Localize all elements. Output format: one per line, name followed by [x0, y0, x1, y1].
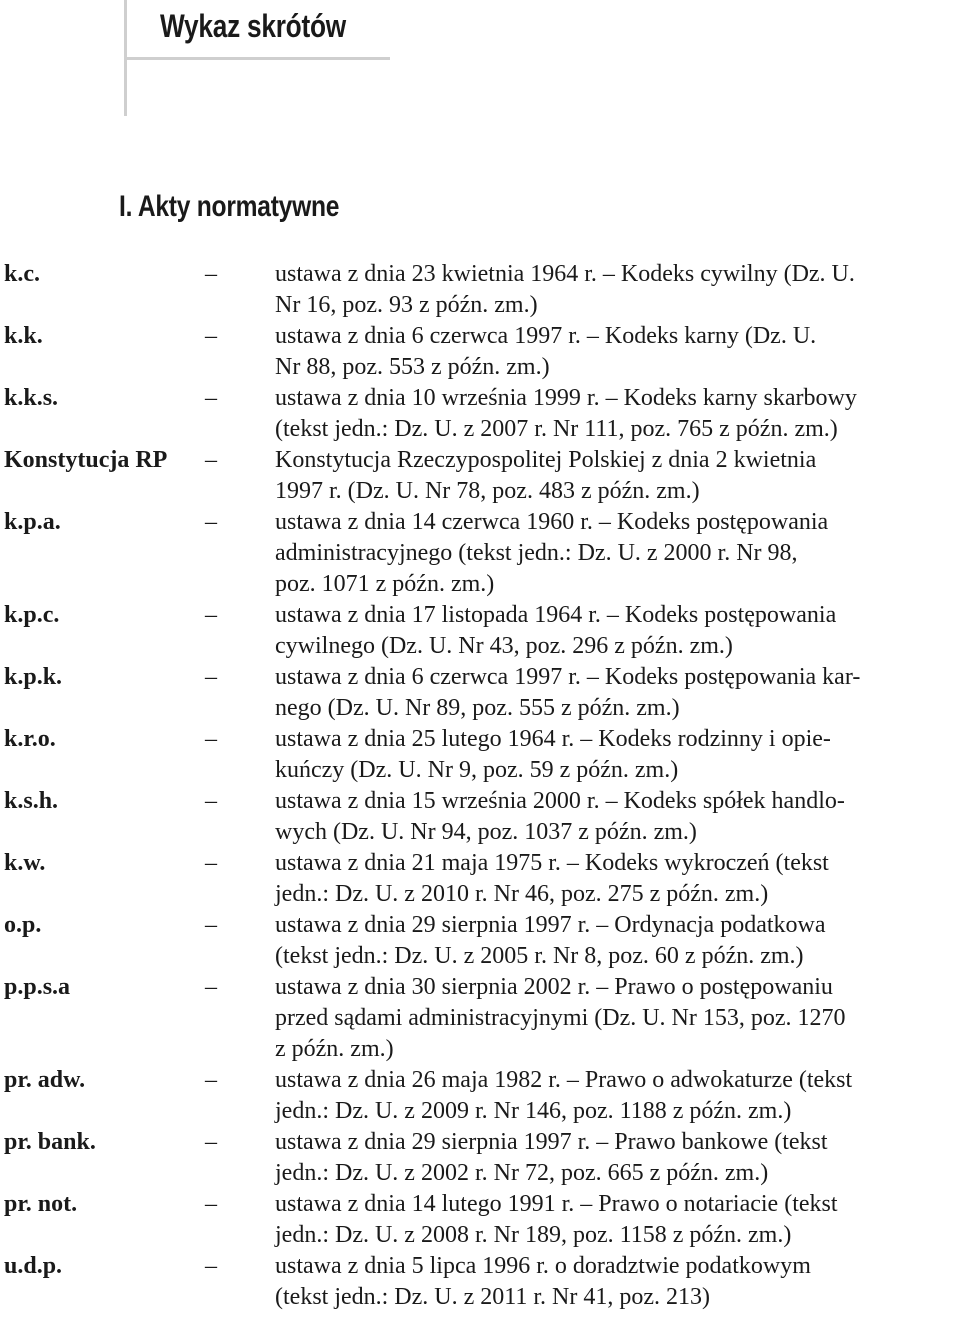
description-line: Nr 88, poz. 553 z późn. zm.) [275, 354, 550, 380]
description-line: ustawa z dnia 21 maja 1975 r. – Kodeks wykroczeń (tekst [275, 850, 829, 876]
separator-dash: – [205, 385, 217, 411]
separator-dash: – [205, 1191, 217, 1217]
abbreviation-entry [0, 724, 960, 786]
description-line: jedn.: Dz. U. z 2009 r. Nr 146, poz. 1188 z późn. zm.) [275, 1098, 792, 1124]
description-line: jedn.: Dz. U. z 2008 r. Nr 189, poz. 1158 z późn. zm.) [275, 1222, 792, 1248]
separator-dash: – [205, 447, 217, 473]
description-line: poz. 1071 z późn. zm.) [275, 571, 495, 597]
description-line: Konstytucja Rzeczypospolitej Polskiej z dnia 2 kwietnia [275, 447, 817, 473]
abbreviation-term: k.p.a. [4, 509, 61, 535]
abbreviation-term: Konstytucja RP [4, 447, 168, 473]
description-line: jedn.: Dz. U. z 2010 r. Nr 46, poz. 275 z późn. zm.) [275, 881, 769, 907]
abbreviation-entry [0, 259, 960, 321]
abbreviation-term: p.p.s.a [4, 974, 71, 1000]
abbreviation-description [275, 383, 955, 445]
abbreviation-description [275, 1251, 955, 1313]
abbreviation-term: pr. bank. [4, 1129, 96, 1155]
abbreviation-term: k.p.c. [4, 602, 60, 628]
separator-dash: – [205, 1067, 217, 1093]
description-line: cywilnego (Dz. U. Nr 43, poz. 296 z późn. zm.) [275, 633, 733, 659]
page-title: Wykaz skrótów [160, 8, 346, 44]
separator-dash: – [205, 850, 217, 876]
description-line: (tekst jedn.: Dz. U. z 2005 r. Nr 8, poz. 60 z późn. zm.) [275, 943, 804, 969]
abbreviation-description [275, 662, 955, 724]
horizontal-rule [124, 57, 390, 60]
abbreviation-description [275, 910, 955, 972]
description-line: ustawa z dnia 6 czerwca 1997 r. – Kodeks postępowania kar- [275, 664, 861, 690]
abbreviation-description [275, 786, 955, 848]
abbreviation-term: pr. adw. [4, 1067, 86, 1093]
description-line: z późn. zm.) [275, 1036, 394, 1062]
abbreviation-term: u.d.p. [4, 1253, 63, 1279]
abbreviation-term: k.w. [4, 850, 46, 876]
abbreviation-entry [0, 972, 960, 1065]
abbreviation-entry [0, 445, 960, 507]
abbreviation-term: k.s.h. [4, 788, 59, 814]
abbreviation-term: k.k. [4, 323, 43, 349]
separator-dash: – [205, 1253, 217, 1279]
description-line: ustawa z dnia 17 listopada 1964 r. – Kodeks postępowania [275, 602, 837, 628]
abbreviation-entry [0, 1251, 960, 1313]
section-heading: I. Akty normatywne [119, 190, 340, 223]
description-line: ustawa z dnia 29 sierpnia 1997 r. – Ordynacja podatkowa [275, 912, 826, 938]
description-line: 1997 r. (Dz. U. Nr 78, poz. 483 z późn. zm.) [275, 478, 700, 504]
description-line: jedn.: Dz. U. z 2002 r. Nr 72, poz. 665 z późn. zm.) [275, 1160, 769, 1186]
description-line: administracyjnego (tekst jedn.: Dz. U. z 2000 r. Nr 98, [275, 540, 798, 566]
description-line: ustawa z dnia 23 kwietnia 1964 r. – Kodeks cywilny (Dz. U. [275, 261, 855, 287]
separator-dash: – [205, 726, 217, 752]
abbreviation-description [275, 1065, 955, 1127]
separator-dash: – [205, 323, 217, 349]
description-line: kuńczy (Dz. U. Nr 9, poz. 59 z późn. zm.) [275, 757, 679, 783]
abbreviation-entry [0, 1189, 960, 1251]
abbreviation-term: k.k.s. [4, 385, 59, 411]
abbreviation-term: k.c. [4, 261, 40, 287]
description-line: ustawa z dnia 15 września 2000 r. – Kodeks spółek handlo- [275, 788, 845, 814]
description-line: ustawa z dnia 14 lutego 1991 r. – Prawo o notariacie (tekst [275, 1191, 838, 1217]
abbreviation-description [275, 848, 955, 910]
abbreviation-entry [0, 1065, 960, 1127]
description-line: wych (Dz. U. Nr 94, poz. 1037 z późn. zm.) [275, 819, 697, 845]
abbreviation-description [275, 445, 955, 507]
abbreviation-description [275, 724, 955, 786]
description-line: ustawa z dnia 14 czerwca 1960 r. – Kodeks postępowania [275, 509, 829, 535]
abbreviation-entry [0, 600, 960, 662]
description-line: ustawa z dnia 30 sierpnia 2002 r. – Prawo o postępowaniu [275, 974, 833, 1000]
separator-dash: – [205, 261, 217, 287]
abbreviation-description [275, 972, 955, 1065]
abbreviation-entry [0, 662, 960, 724]
abbreviation-term: k.p.k. [4, 664, 63, 690]
abbreviation-entry [0, 1127, 960, 1189]
abbreviation-entry [0, 786, 960, 848]
description-line: Nr 16, poz. 93 z późn. zm.) [275, 292, 538, 318]
description-line: ustawa z dnia 29 sierpnia 1997 r. – Prawo bankowe (tekst [275, 1129, 828, 1155]
abbreviation-description [275, 600, 955, 662]
description-line: ustawa z dnia 25 lutego 1964 r. – Kodeks rodzinny i opie- [275, 726, 831, 752]
separator-dash: – [205, 788, 217, 814]
abbreviation-entry [0, 848, 960, 910]
abbreviation-description [275, 507, 955, 600]
description-line: ustawa z dnia 6 czerwca 1997 r. – Kodeks karny (Dz. U. [275, 323, 817, 349]
abbreviation-entry [0, 910, 960, 972]
abbreviation-list [0, 259, 960, 1313]
description-line: ustawa z dnia 26 maja 1982 r. – Prawo o adwokaturze (tekst [275, 1067, 853, 1093]
description-line: nego (Dz. U. Nr 89, poz. 555 z późn. zm.) [275, 695, 680, 721]
abbreviation-description [275, 321, 955, 383]
separator-dash: – [205, 509, 217, 535]
abbreviation-term: k.r.o. [4, 726, 56, 752]
description-line: (tekst jedn.: Dz. U. z 2007 r. Nr 111, poz. 765 z późn. zm.) [275, 416, 838, 442]
description-line: przed sądami administracyjnymi (Dz. U. Nr 153, poz. 1270 [275, 1005, 846, 1031]
description-line: (tekst jedn.: Dz. U. z 2011 r. Nr 41, poz. 213) [275, 1284, 711, 1310]
separator-dash: – [205, 974, 217, 1000]
abbreviation-term: o.p. [4, 912, 42, 938]
separator-dash: – [205, 1129, 217, 1155]
abbreviation-term: pr. not. [4, 1191, 78, 1217]
separator-dash: – [205, 664, 217, 690]
separator-dash: – [205, 602, 217, 628]
abbreviation-entry [0, 321, 960, 383]
separator-dash: – [205, 912, 217, 938]
description-line: ustawa z dnia 10 września 1999 r. – Kodeks karny skarbowy [275, 385, 857, 411]
abbreviation-description [275, 1127, 955, 1189]
description-line: ustawa z dnia 5 lipca 1996 r. o doradztwie podatkowym [275, 1253, 811, 1279]
abbreviation-description [275, 1189, 955, 1251]
abbreviation-entry [0, 383, 960, 445]
abbreviation-description [275, 259, 955, 321]
abbreviation-entry [0, 507, 960, 600]
